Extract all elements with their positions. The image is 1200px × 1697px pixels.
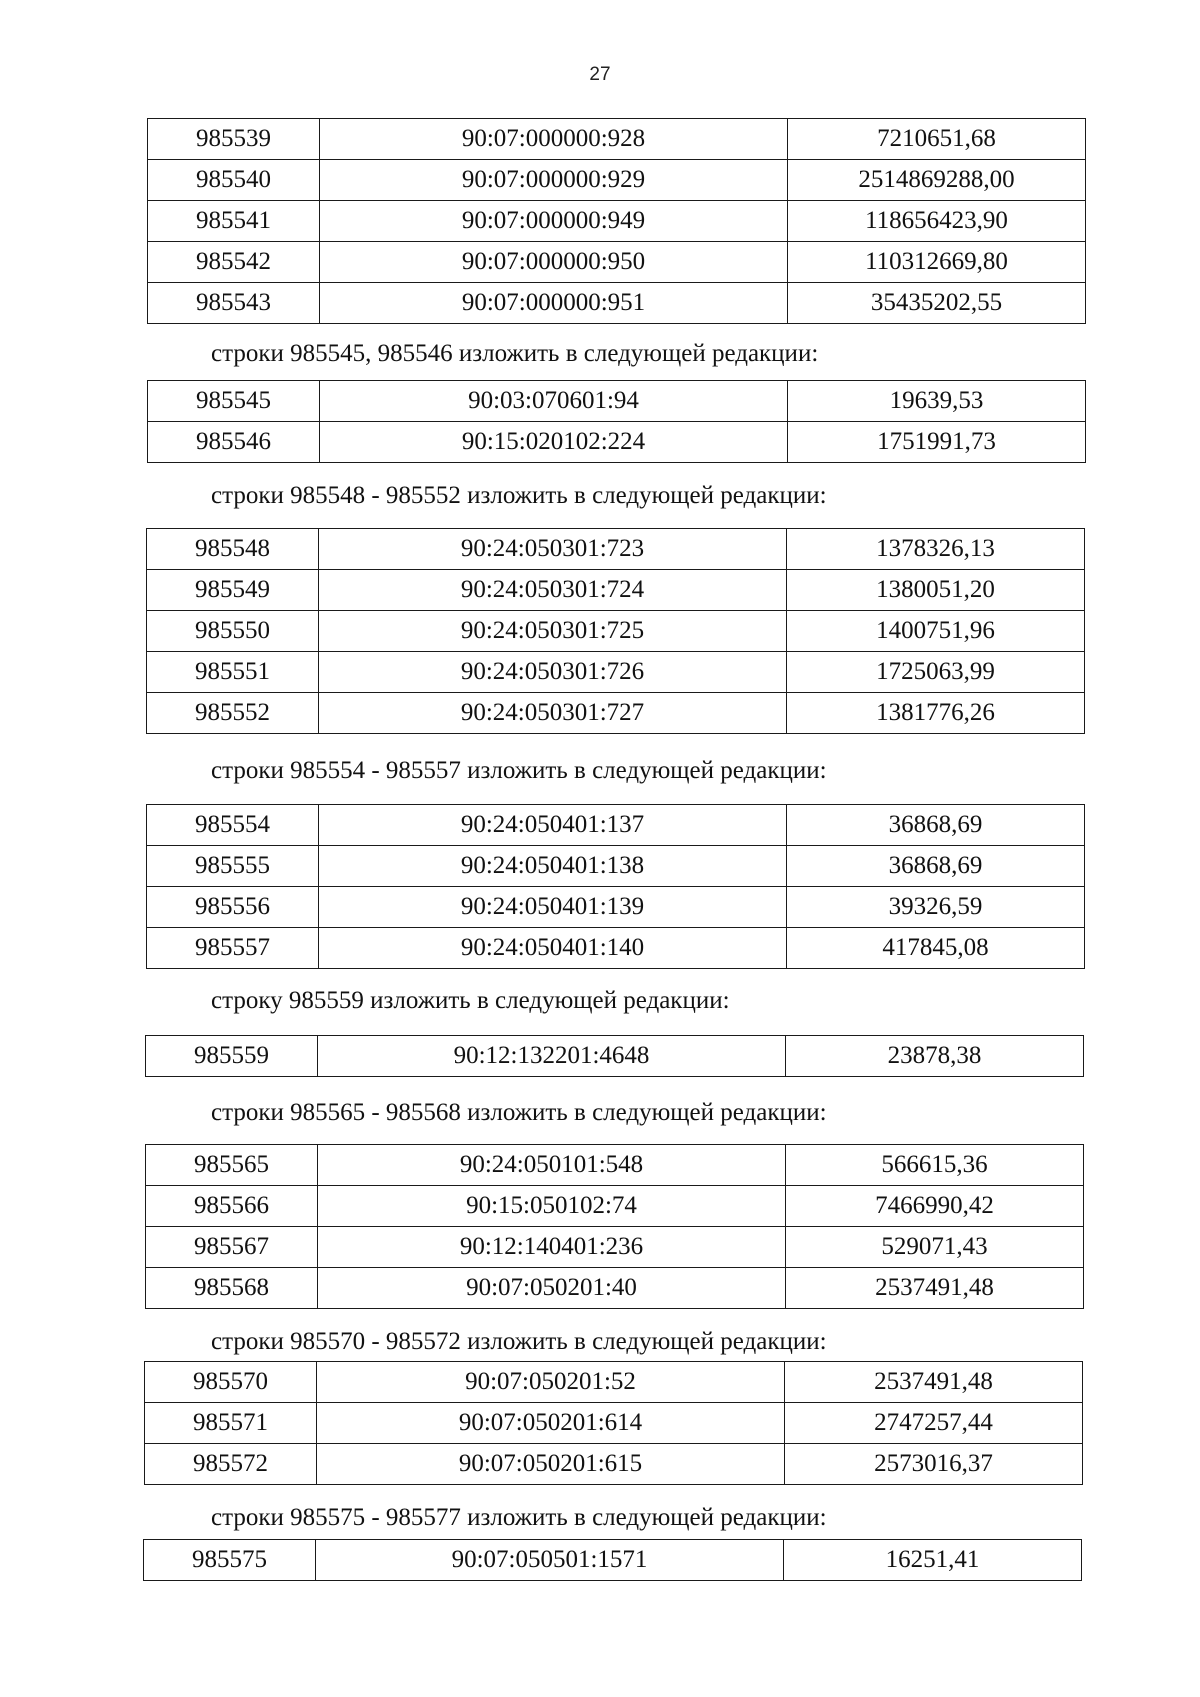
row-number-cell: 985555: [147, 846, 319, 887]
row-number-cell: 985542: [148, 242, 320, 283]
table-row: [148, 422, 1086, 463]
value-cell: 36868,69: [787, 805, 1085, 846]
value-cell: 110312669,80: [788, 242, 1086, 283]
value-cell: 529071,43: [786, 1227, 1084, 1268]
row-number-cell: 985557: [147, 928, 319, 969]
row-number-cell: 985546: [148, 422, 320, 463]
cadastral-number-cell: 90:24:050101:548: [318, 1145, 786, 1186]
cadastral-number-cell: 90:15:020102:224: [320, 422, 788, 463]
data-table: [143, 1539, 1082, 1581]
cadastral-number-cell: 90:24:050301:724: [319, 570, 787, 611]
table-row: [146, 1227, 1084, 1268]
data-table: [147, 118, 1086, 324]
cadastral-number-cell: 90:07:050201:614: [317, 1403, 785, 1444]
row-number-cell: 985575: [144, 1540, 316, 1581]
table-row: [147, 887, 1085, 928]
row-number-cell: 985540: [148, 160, 320, 201]
instruction-text: строки 985554 - 985557 изложить в следующей редакции:: [211, 757, 827, 784]
page-number: 27: [589, 64, 611, 85]
table-row: [146, 1036, 1084, 1077]
table-row: [144, 1540, 1082, 1581]
cadastral-number-cell: 90:03:070601:94: [320, 381, 788, 422]
cadastral-number-cell: 90:15:050102:74: [318, 1186, 786, 1227]
data-table: [147, 380, 1086, 463]
value-cell: 19639,53: [788, 381, 1086, 422]
table-row: [147, 611, 1085, 652]
value-cell: 16251,41: [784, 1540, 1082, 1581]
row-number-cell: 985551: [147, 652, 319, 693]
row-number-cell: 985567: [146, 1227, 318, 1268]
row-number-cell: 985543: [148, 283, 320, 324]
row-number-cell: 985539: [148, 119, 320, 160]
row-number-cell: 985556: [147, 887, 319, 928]
value-cell: 1380051,20: [787, 570, 1085, 611]
instruction-text: строки 985545, 985546 изложить в следующей редакции:: [211, 340, 819, 367]
table-row: [146, 1145, 1084, 1186]
table-row: [147, 570, 1085, 611]
table-row: [148, 160, 1086, 201]
row-number-cell: 985571: [145, 1403, 317, 1444]
cadastral-number-cell: 90:07:000000:949: [320, 201, 788, 242]
data-table: [144, 1361, 1083, 1485]
value-cell: 2537491,48: [786, 1268, 1084, 1309]
cadastral-number-cell: 90:12:132201:4648: [318, 1036, 786, 1077]
data-table: [146, 528, 1085, 734]
cadastral-number-cell: 90:24:050401:139: [319, 887, 787, 928]
cadastral-number-cell: 90:24:050301:725: [319, 611, 787, 652]
table-row: [147, 652, 1085, 693]
row-number-cell: 985549: [147, 570, 319, 611]
value-cell: 2573016,37: [785, 1444, 1083, 1485]
row-number-cell: 985568: [146, 1268, 318, 1309]
table-row: [145, 1362, 1083, 1403]
table-row: [147, 805, 1085, 846]
table-row: [146, 1268, 1084, 1309]
cadastral-number-cell: 90:24:050401:138: [319, 846, 787, 887]
row-number-cell: 985570: [145, 1362, 317, 1403]
cadastral-number-cell: 90:07:050501:1571: [316, 1540, 784, 1581]
table-row: [146, 1186, 1084, 1227]
data-table: [146, 804, 1085, 969]
cadastral-number-cell: 90:07:050201:40: [318, 1268, 786, 1309]
table-row: [145, 1444, 1083, 1485]
value-cell: 417845,08: [787, 928, 1085, 969]
row-number-cell: 985552: [147, 693, 319, 734]
table-row: [148, 283, 1086, 324]
table-row: [148, 119, 1086, 160]
cadastral-number-cell: 90:07:000000:951: [320, 283, 788, 324]
cadastral-number-cell: 90:07:050201:52: [317, 1362, 785, 1403]
value-cell: 2747257,44: [785, 1403, 1083, 1444]
table-row: [147, 529, 1085, 570]
cadastral-number-cell: 90:07:050201:615: [317, 1444, 785, 1485]
data-table: [145, 1144, 1084, 1309]
row-number-cell: 985541: [148, 201, 320, 242]
value-cell: 1381776,26: [787, 693, 1085, 734]
value-cell: 2537491,48: [785, 1362, 1083, 1403]
cadastral-number-cell: 90:24:050301:726: [319, 652, 787, 693]
cadastral-number-cell: 90:24:050301:727: [319, 693, 787, 734]
row-number-cell: 985566: [146, 1186, 318, 1227]
table-row: [148, 201, 1086, 242]
instruction-text: строки 985570 - 985572 изложить в следующей редакции:: [211, 1328, 827, 1355]
value-cell: 23878,38: [786, 1036, 1084, 1077]
row-number-cell: 985572: [145, 1444, 317, 1485]
instruction-text: строки 985565 - 985568 изложить в следующей редакции:: [211, 1099, 827, 1126]
row-number-cell: 985550: [147, 611, 319, 652]
value-cell: 1751991,73: [788, 422, 1086, 463]
data-table: [145, 1035, 1084, 1077]
cadastral-number-cell: 90:24:050401:137: [319, 805, 787, 846]
cadastral-number-cell: 90:07:000000:929: [320, 160, 788, 201]
value-cell: 36868,69: [787, 846, 1085, 887]
row-number-cell: 985548: [147, 529, 319, 570]
cadastral-number-cell: 90:07:000000:928: [320, 119, 788, 160]
row-number-cell: 985559: [146, 1036, 318, 1077]
table-row: [147, 928, 1085, 969]
table-row: [147, 693, 1085, 734]
table-row: [148, 242, 1086, 283]
value-cell: 2514869288,00: [788, 160, 1086, 201]
value-cell: 566615,36: [786, 1145, 1084, 1186]
value-cell: 118656423,90: [788, 201, 1086, 242]
value-cell: 35435202,55: [788, 283, 1086, 324]
cadastral-number-cell: 90:24:050301:723: [319, 529, 787, 570]
value-cell: 1378326,13: [787, 529, 1085, 570]
value-cell: 39326,59: [787, 887, 1085, 928]
row-number-cell: 985565: [146, 1145, 318, 1186]
cadastral-number-cell: 90:07:000000:950: [320, 242, 788, 283]
value-cell: 7466990,42: [786, 1186, 1084, 1227]
row-number-cell: 985554: [147, 805, 319, 846]
instruction-text: строки 985548 - 985552 изложить в следующей редакции:: [211, 482, 827, 509]
row-number-cell: 985545: [148, 381, 320, 422]
instruction-text: строки 985575 - 985577 изложить в следующей редакции:: [211, 1504, 827, 1531]
value-cell: 1400751,96: [787, 611, 1085, 652]
value-cell: 7210651,68: [788, 119, 1086, 160]
table-row: [147, 846, 1085, 887]
instruction-text: строку 985559 изложить в следующей редакции:: [211, 987, 730, 1014]
table-row: [145, 1403, 1083, 1444]
value-cell: 1725063,99: [787, 652, 1085, 693]
cadastral-number-cell: 90:24:050401:140: [319, 928, 787, 969]
cadastral-number-cell: 90:12:140401:236: [318, 1227, 786, 1268]
table-row: [148, 381, 1086, 422]
